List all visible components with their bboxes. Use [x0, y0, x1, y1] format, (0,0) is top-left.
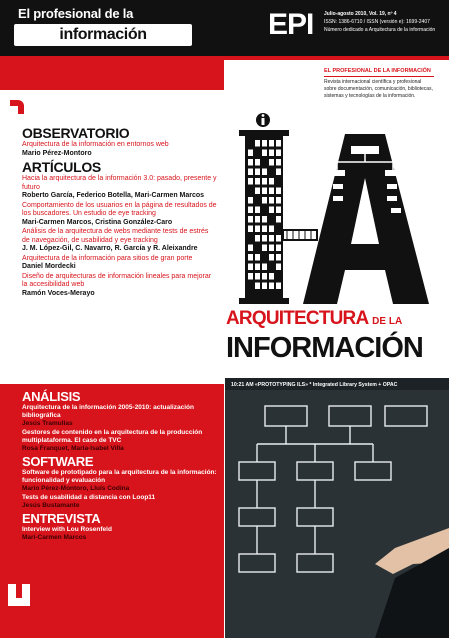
- masthead: [0, 0, 224, 56]
- article-authors: Mari-Carmen Marcos, Cristina González-Caro: [22, 218, 173, 226]
- article-title[interactable]: Diseño de arquitecturas de información lineales para mejorar la accesibilidad web: [22, 272, 212, 288]
- article-title[interactable]: Interview with Lou Rosenfeld: [22, 526, 112, 533]
- article-authors: J. M. López-Gil, C. Navarro, R. García y R. Aleixandre: [22, 245, 198, 252]
- cover-photo: [225, 378, 449, 638]
- article-title[interactable]: Comportamiento de los usuarios en la página de resultados de los buscadores. Un estudio de eye tracking: [22, 201, 217, 217]
- photo-caption: 10:21 AM «PROTOTYPING ILS» * Integrated Library System + OPAC: [231, 382, 398, 388]
- section-title: SOFTWARE: [22, 454, 94, 469]
- issue-theme: Número dedicado a Arquitectura de la información: [324, 27, 436, 33]
- article-authors: Mari-Carmen Marcos: [22, 534, 87, 541]
- header-right: [224, 0, 449, 56]
- article-authors: Jesús Bustamante: [22, 502, 80, 509]
- red-band: [0, 56, 224, 90]
- article-title[interactable]: Tests de usabilidad a distancia con Loop11: [22, 494, 156, 501]
- article-authors: Mario Pérez-Montoro: [22, 149, 92, 157]
- article-authors: Ramón Voces-Merayo: [22, 289, 95, 297]
- photo-flowchart-graphic: [225, 378, 449, 638]
- corner-mark-icon: [10, 100, 24, 114]
- title-word2: DE LA: [372, 316, 403, 327]
- description-text: Revista internacional científica y profesional sobre documentación, comunicación, bibliotecas, sistemas y tecnologías de la información.: [324, 79, 433, 99]
- table-of-contents-secondary: [22, 388, 222, 543]
- issue-info: [324, 10, 446, 34]
- journal-description: [324, 68, 434, 100]
- issue-date: Julio-agosto 2010, Vol. 19, nº 4: [324, 11, 397, 17]
- article-title[interactable]: Arquitectura de la información para sitios de gran porte: [22, 254, 193, 262]
- epi-logo: EPI: [268, 8, 314, 41]
- section-title: OBSERVATORIO: [22, 125, 130, 141]
- bottom-mark-icon: [8, 584, 30, 606]
- article-authors: Jesús Tramullas: [22, 420, 73, 427]
- ia-illustration: [225, 110, 449, 310]
- article-authors: Roberto García, Federico Botella, Mari-Carmen Marcos: [22, 192, 205, 199]
- section-title: ANÁLISIS: [22, 389, 81, 404]
- issn: ISSN: 1386-6710 / ISSN (versión e): 1699-2407: [324, 19, 430, 25]
- article-authors: Mario Pérez-Montoro, Lluís Codina: [22, 485, 130, 492]
- description-title: EL PROFESIONAL DE LA INFORMACIÓN: [324, 68, 434, 77]
- article-title[interactable]: Hacia la arquitectura de la información 3.0: pasado, presente y futuro: [22, 175, 217, 191]
- masthead-line1: El profesional de la: [18, 6, 134, 21]
- table-of-contents: [22, 124, 218, 299]
- masthead-line2: información: [14, 24, 192, 46]
- section-title: ENTREVISTA: [22, 511, 101, 526]
- article-authors: Rosa Franquet, María-Isabel Villa: [22, 445, 124, 452]
- article-title[interactable]: Arquitectura de la información en entornos web: [22, 141, 169, 148]
- title-word3: INFORMACIÓN: [226, 332, 423, 364]
- title-word1: ARQUITECTURA: [226, 308, 368, 329]
- cover-title: [226, 308, 442, 363]
- red-rule: [0, 56, 449, 60]
- article-title[interactable]: Gestores de contenido en la arquitectura de la producción multiplataforma. El caso de TVC: [22, 429, 203, 444]
- section-title: ARTÍCULOS: [22, 159, 101, 175]
- article-title[interactable]: Arquitectura de la información 2005-2010: actualización bibliográfica: [22, 404, 194, 419]
- article-title[interactable]: Análisis de la arquitectura de webs mediante tests de estrés de navegación, de usabilidad y eye tracking: [22, 228, 209, 244]
- article-title[interactable]: Software de prototipado para la arquitectura de la información: funcionalidad y evaluación: [22, 469, 217, 484]
- article-authors: Daniel Mordecki: [22, 263, 76, 270]
